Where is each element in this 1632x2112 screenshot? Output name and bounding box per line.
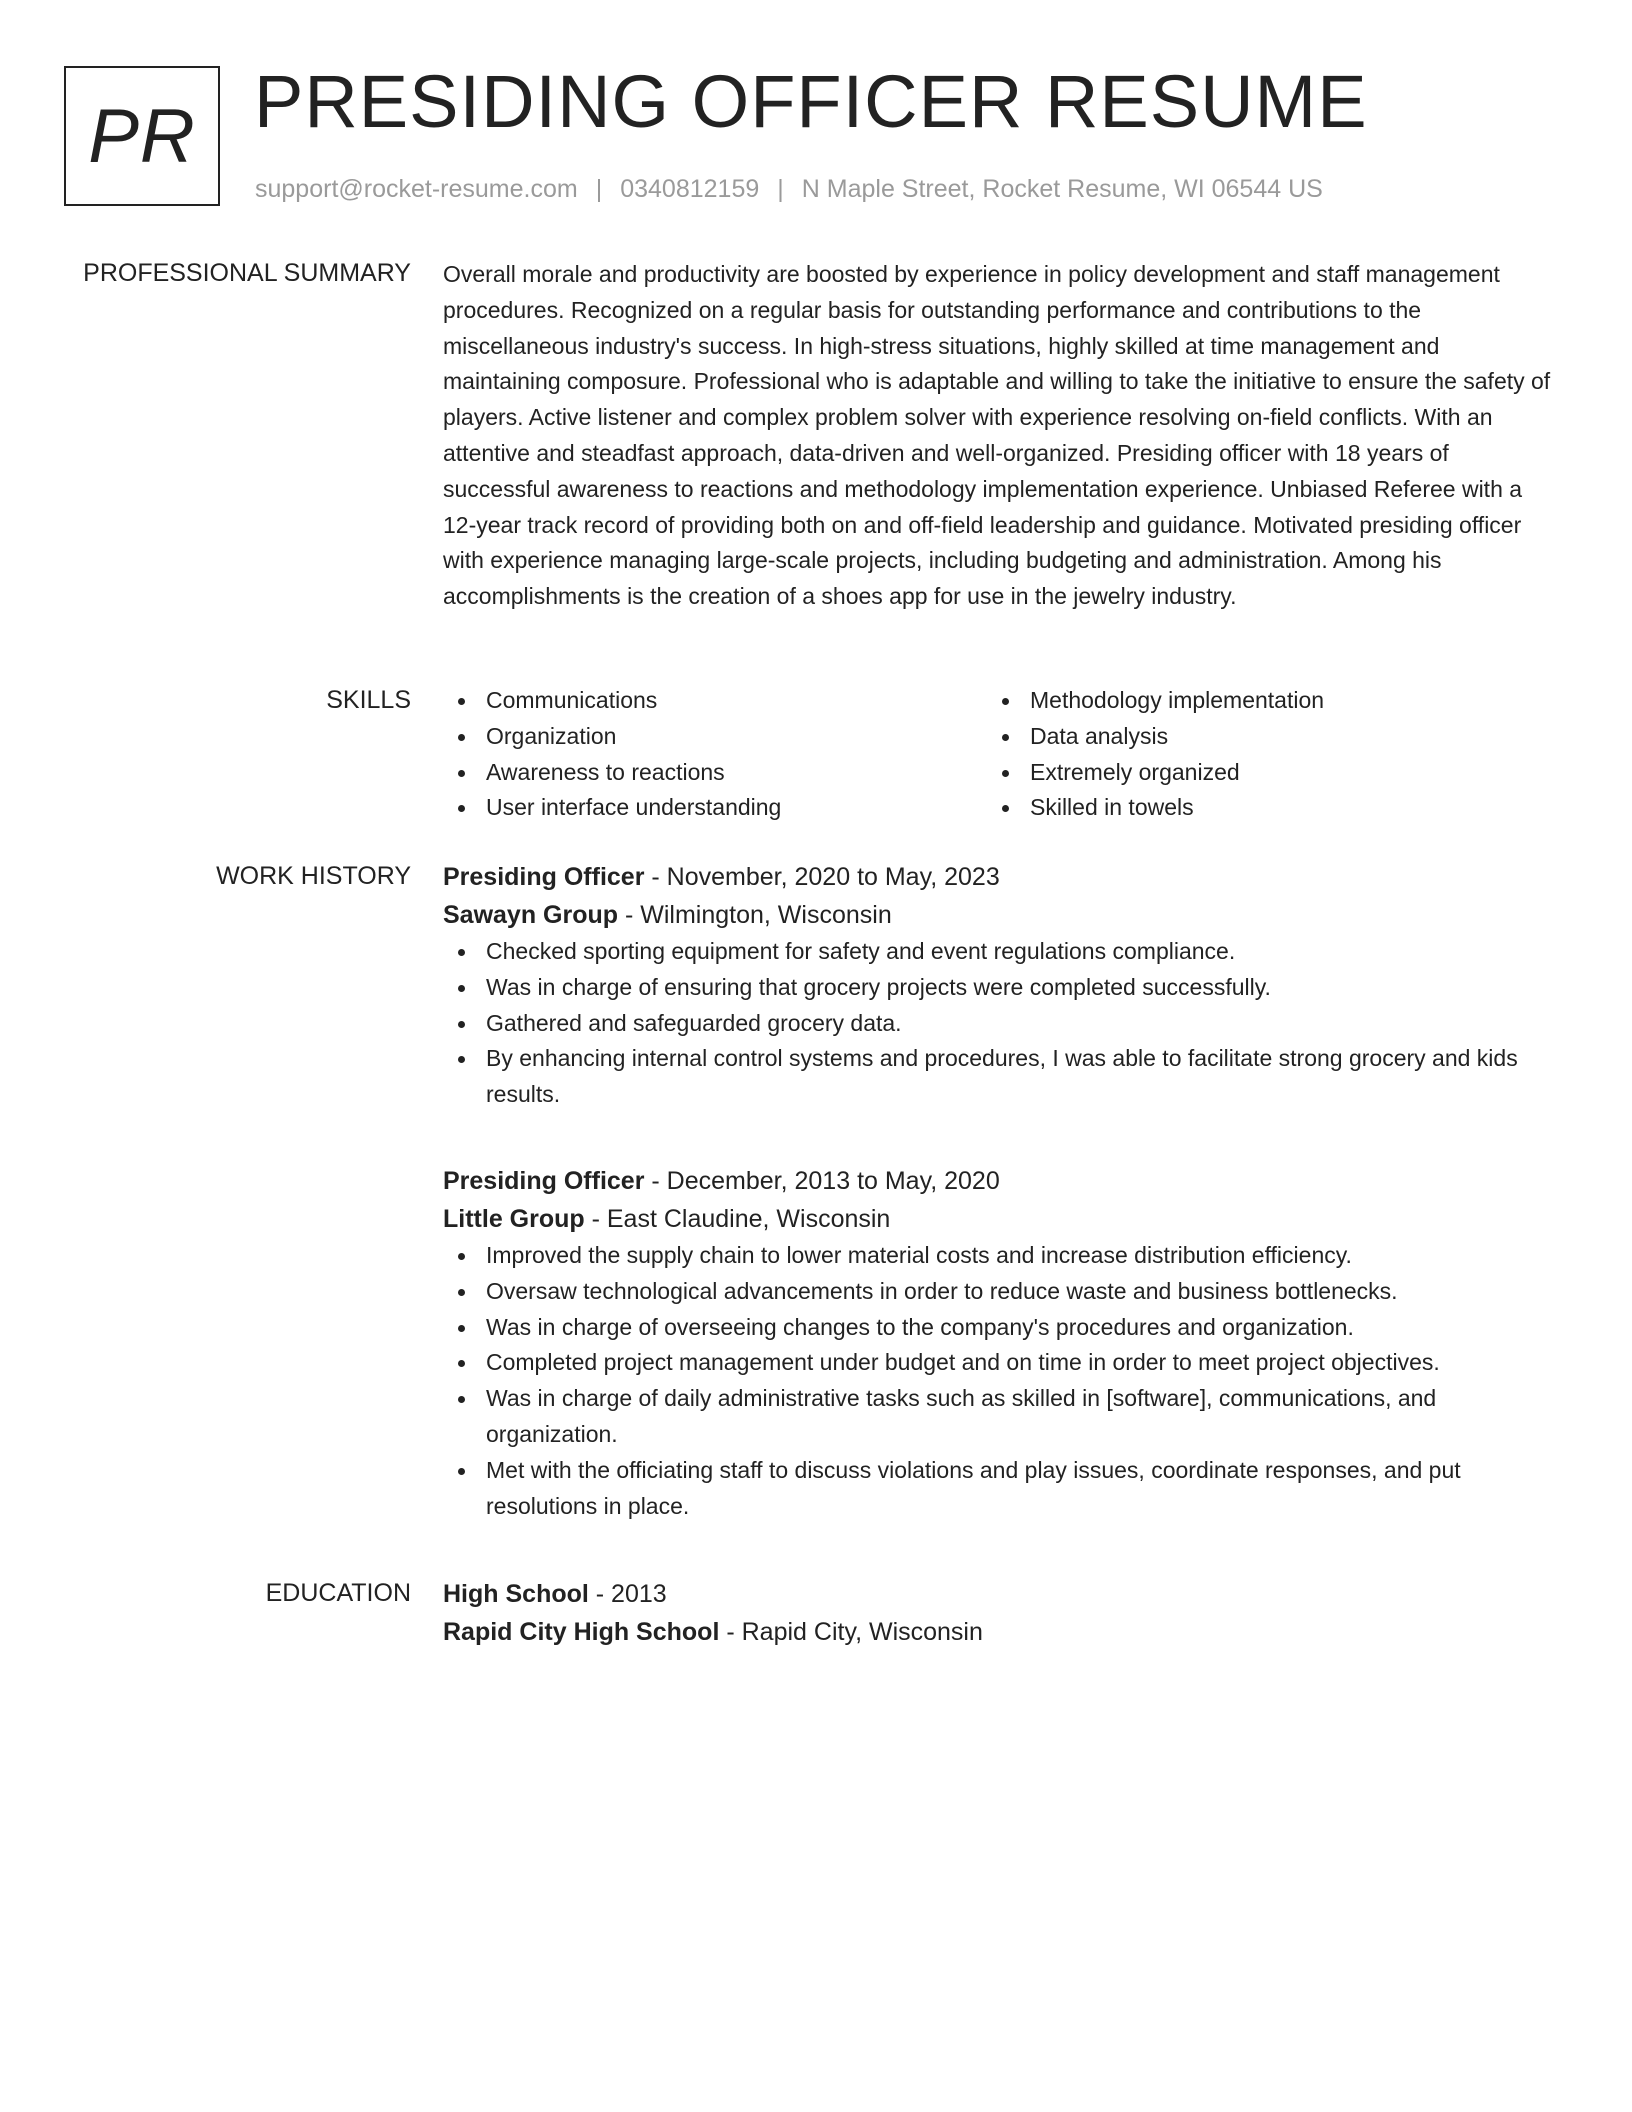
- monogram-logo: [64, 66, 220, 206]
- job-bullet: Completed project management under budget and on time in order to meet project objectives.: [443, 1345, 1553, 1381]
- work-section-label: WORK HISTORY: [216, 862, 411, 890]
- job-location: - Wilmington, Wisconsin: [618, 901, 892, 929]
- job-bullet: Oversaw technological advancements in order to reduce waste and business bottlenecks.: [443, 1274, 1553, 1310]
- education-entry: [443, 1575, 1553, 1651]
- contact-address: N Maple Street, Rocket Resume, WI 06544 US: [801, 175, 1323, 203]
- monogram-text: PR: [88, 93, 196, 179]
- job-bullet: Was in charge of ensuring that grocery projects were completed successfully.: [443, 970, 1553, 1006]
- skills-section-label: SKILLS: [326, 686, 411, 714]
- skills-list-left: [443, 683, 987, 826]
- job-entry: [443, 1162, 1553, 1524]
- education-degree: High School: [443, 1580, 589, 1608]
- skill-item: Methodology implementation: [987, 683, 1531, 719]
- job-title-line: [443, 1162, 1553, 1200]
- job-bullet: Was in charge of daily administrative tasks such as skilled in [software], communications, and organization.: [443, 1381, 1553, 1453]
- contact-separator: |: [595, 175, 603, 203]
- job-bullet: Improved the supply chain to lower material costs and increase distribution efficiency.: [443, 1238, 1553, 1274]
- job-location: - East Claudine, Wisconsin: [584, 1205, 891, 1233]
- contact-phone: 0340812159: [620, 175, 760, 203]
- job-bullet: Was in charge of overseeing changes to the company's procedures and organization.: [443, 1310, 1553, 1346]
- job-dates: - November, 2020 to May, 2023: [644, 863, 1000, 891]
- job-company-line: [443, 896, 1553, 934]
- skill-item: User interface understanding: [443, 790, 987, 826]
- skills-list-right: [987, 683, 1531, 826]
- skill-item: Data analysis: [987, 719, 1531, 755]
- education-degree-line: [443, 1575, 1553, 1613]
- resume-title: PRESIDING OFFICER RESUME: [254, 60, 1368, 143]
- contact-email: support@rocket-resume.com: [255, 175, 578, 203]
- skill-item: Communications: [443, 683, 987, 719]
- job-company-line: [443, 1200, 1553, 1238]
- skill-item: Organization: [443, 719, 987, 755]
- job-company: Sawayn Group: [443, 901, 619, 929]
- skill-item: Extremely organized: [987, 755, 1531, 791]
- contact-line: [255, 172, 1323, 206]
- summary-section-label: PROFESSIONAL SUMMARY: [83, 259, 411, 287]
- summary-section: [443, 257, 1553, 615]
- job-bullet: Met with the officiating staff to discuss violations and play issues, coordinate responses, and put resolutions in place.: [443, 1453, 1553, 1525]
- contact-separator: |: [777, 175, 784, 203]
- job-bullet-list: [443, 1238, 1553, 1524]
- job-title: Presiding Officer: [443, 1167, 645, 1195]
- summary-text: Overall morale and productivity are boosted by experience in policy development and staff management procedures. Recognized on a regular basis for outstanding performance and contributions to the miscellaneous industry's success. In high-stress situations, highly skilled at time management and maintaining composure. Professional who is adaptable and willing to take the initiative to ensure the safety of players. Active listener and complex problem solver with experience resolving on-field conflicts. With an attentive and steadfast approach, data-driven and well-organized. Presiding officer with 18 years of successful awareness to reactions and methodology implementation experience. Unbiased Referee with a 12-year track record of providing both on and off-field leadership and guidance. Motivated presiding officer with experience managing large-scale projects, including budgeting and administration. Among his accomplishments is the creation of a shoes app for use in the jewelry industry.: [443, 261, 1551, 610]
- job-dates: - December, 2013 to May, 2020: [644, 1167, 1000, 1195]
- job-bullet: Gathered and safeguarded grocery data.: [443, 1006, 1553, 1042]
- skill-item: Awareness to reactions: [443, 755, 987, 791]
- job-bullet-list: [443, 934, 1553, 1113]
- job-company: Little Group: [443, 1205, 585, 1233]
- education-school: Rapid City High School: [443, 1618, 720, 1646]
- education-school-line: [443, 1613, 1553, 1651]
- job-bullet: By enhancing internal control systems and procedures, I was able to facilitate strong grocery and kids results.: [443, 1041, 1553, 1113]
- education-year: - 2013: [588, 1580, 667, 1608]
- education-location: - Rapid City, Wisconsin: [719, 1618, 983, 1646]
- job-title-line: [443, 858, 1553, 896]
- skill-item: Skilled in towels: [987, 790, 1531, 826]
- job-title: Presiding Officer: [443, 863, 645, 891]
- job-entry: [443, 858, 1553, 1113]
- education-section-label: EDUCATION: [265, 1579, 411, 1607]
- job-bullet: Checked sporting equipment for safety and event regulations compliance.: [443, 934, 1553, 970]
- skills-section: [443, 683, 1553, 826]
